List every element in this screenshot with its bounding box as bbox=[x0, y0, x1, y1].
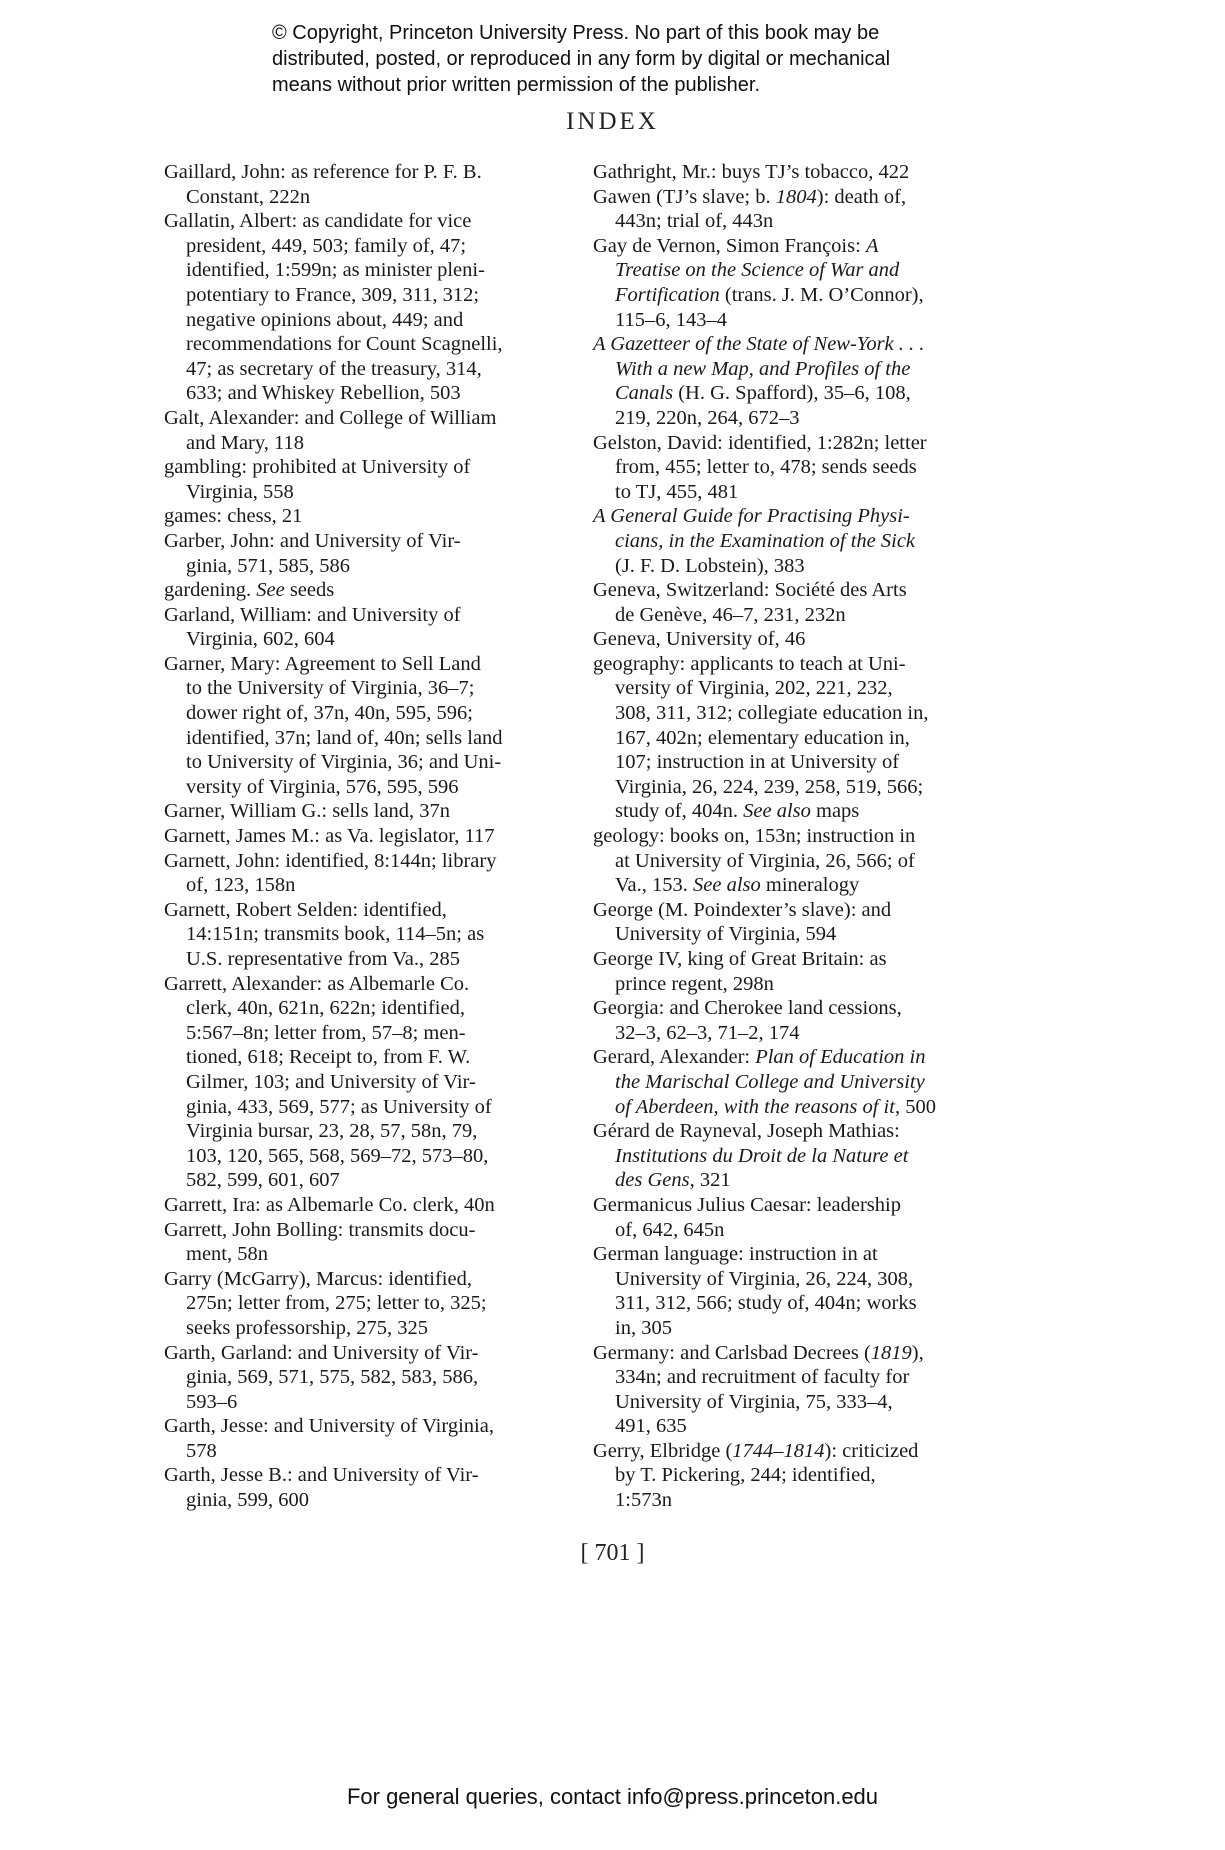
index-entry-line: With a new Map, and Profiles of the bbox=[615, 357, 911, 380]
index-entry-line: ginia, 433, 569, 577; as University of bbox=[186, 1095, 492, 1118]
index-entry bbox=[164, 603, 564, 652]
index-entry-line: 5:567–8n; letter from, 57–8; men- bbox=[186, 1021, 466, 1044]
index-entry bbox=[164, 504, 564, 529]
index-entry-line: ginia, 571, 585, 586 bbox=[186, 554, 350, 577]
index-entry-line: Virginia, 602, 604 bbox=[186, 628, 335, 651]
index-entry-line: de Genève, 46–7, 231, 232n bbox=[615, 603, 846, 626]
index-entry-line: A General Guide for Practising Physi- bbox=[593, 505, 910, 528]
index-entry-line: Germany: and Carlsbad Decrees (1819), bbox=[593, 1341, 924, 1364]
index-entry-line: to the University of Virginia, 36–7; bbox=[186, 677, 475, 700]
index-entry bbox=[593, 332, 1003, 430]
index-entry-line: University of Virginia, 26, 224, 308, bbox=[615, 1267, 914, 1290]
index-entry-line: 593–6 bbox=[186, 1390, 238, 1413]
index-entry bbox=[164, 406, 564, 455]
index-entry bbox=[164, 1218, 564, 1267]
copyright-line: means without prior written permission of the publisher. bbox=[272, 74, 761, 96]
index-entry-line: by T. Pickering, 244; identified, bbox=[615, 1464, 876, 1487]
index-entry-line: of Aberdeen, with the reasons of it, 500 bbox=[615, 1095, 936, 1118]
index-entry-line: Gathright, Mr.: buys TJ’s tobacco, 422 bbox=[593, 161, 910, 183]
index-entry bbox=[164, 455, 564, 504]
index-entry bbox=[164, 160, 564, 209]
index-entry-line: Geneva, University of, 46 bbox=[593, 628, 806, 651]
index-entry-line: cians, in the Examination of the Sick bbox=[615, 529, 916, 552]
index-entry-line: tioned, 618; Receipt to, from F. W. bbox=[186, 1046, 471, 1069]
index-entry bbox=[164, 209, 564, 406]
index-entry bbox=[164, 824, 564, 849]
index-entry-line: geography: applicants to teach at Uni- bbox=[593, 652, 906, 675]
footer-contact: For general queries, contact info@press.princeton.edu bbox=[346, 1784, 879, 1809]
index-entry bbox=[164, 1414, 564, 1463]
index-entry-line: and Mary, 118 bbox=[186, 431, 305, 454]
index-entry-line: U.S. representative from Va., 285 bbox=[186, 948, 461, 970]
index-entry-line: 491, 635 bbox=[615, 1415, 687, 1438]
index-entry-line: Garrett, Alexander: as Albemarle Co. bbox=[164, 972, 470, 995]
index-entry-line: 14:151n; transmits book, 114–5n; as bbox=[186, 923, 485, 946]
index-entry bbox=[593, 1439, 1003, 1513]
index-entry bbox=[164, 1463, 564, 1512]
index-entry-line: Garth, Jesse B.: and University of Vir- bbox=[164, 1464, 479, 1487]
index-entry-line: 334n; and recruitment of faculty for bbox=[615, 1366, 910, 1389]
index-entry-line: gardening. See seeds bbox=[164, 579, 335, 602]
index-entry-line: Gerard, Alexander: Plan of Education in bbox=[593, 1046, 926, 1069]
index-entry-line: Galt, Alexander: and College of William bbox=[164, 406, 497, 429]
index-entry bbox=[164, 1267, 564, 1341]
index-entry-line: potentiary to France, 309, 311, 312; bbox=[186, 283, 480, 306]
index-entry-line: Gérard de Rayneval, Joseph Mathias: bbox=[593, 1120, 900, 1143]
index-entry-line: recommendations for Count Scagnelli, bbox=[186, 333, 503, 356]
index-entry-line: Garth, Garland: and University of Vir- bbox=[164, 1341, 479, 1364]
index-entry bbox=[593, 160, 1003, 185]
index-entry bbox=[164, 578, 564, 603]
index-entry-line: German language: instruction in at bbox=[593, 1243, 878, 1266]
index-entry bbox=[593, 1242, 1003, 1340]
index-entry-line: versity of Virginia, 202, 221, 232, bbox=[615, 677, 893, 700]
index-entry-line: 107; instruction in at University of bbox=[615, 751, 900, 774]
index-column-left bbox=[164, 160, 564, 1513]
index-entry-line: 275n; letter from, 275; letter to, 325; bbox=[186, 1292, 487, 1315]
index-entry-line: Geneva, Switzerland: Société des Arts bbox=[593, 579, 907, 602]
index-entry-line: Gaillard, John: as reference for P. F. B. bbox=[164, 161, 482, 183]
index-entry bbox=[593, 824, 1003, 898]
index-entry-line: Fortification (trans. J. M. O’Connor), bbox=[615, 283, 924, 306]
index-entry bbox=[593, 898, 1003, 947]
index-entry-line: 115–6, 143–4 bbox=[615, 308, 727, 331]
index-entry-line: Garland, William: and University of bbox=[164, 603, 461, 626]
index-entry-line: games: chess, 21 bbox=[164, 505, 303, 528]
index-entry bbox=[593, 431, 1003, 505]
page-number: [ 701 ] bbox=[580, 1540, 645, 1566]
index-entry-line: George IV, king of Great Britain: as bbox=[593, 948, 887, 970]
index-entry-line: ment, 58n bbox=[186, 1243, 268, 1266]
index-entry-line: the Marischal College and University bbox=[615, 1070, 925, 1093]
copyright-line: © Copyright, Princeton University Press. No part of this book may be bbox=[272, 22, 880, 44]
index-entry-line: 47; as secretary of the treasury, 314, bbox=[186, 357, 482, 380]
index-entry-line: president, 449, 503; family of, 47; bbox=[186, 234, 467, 257]
index-entry bbox=[593, 996, 1003, 1045]
index-entry-line: Treatise on the Science of War and bbox=[615, 259, 900, 282]
index-entry-line: Garnett, James M.: as Va. legislator, 117 bbox=[164, 825, 495, 848]
index-entry bbox=[164, 799, 564, 824]
index-entry-line: from, 455; letter to, 478; sends seeds bbox=[615, 456, 917, 479]
index-entry-line: of, 123, 158n bbox=[186, 874, 296, 897]
index-entry-line: University of Virginia, 594 bbox=[615, 923, 837, 946]
index-entry-line: Garry (McGarry), Marcus: identified, bbox=[164, 1267, 472, 1290]
index-entry-line: clerk, 40n, 621n, 622n; identified, bbox=[186, 997, 465, 1020]
index-entry-line: Gelston, David: identified, 1:282n; letter bbox=[593, 431, 927, 454]
index-entry-line: Garnett, Robert Selden: identified, bbox=[164, 898, 447, 921]
index-entry-line: dower right of, 37n, 40n, 595, 596; bbox=[186, 702, 473, 725]
index-entry-line: Virginia, 558 bbox=[186, 480, 294, 503]
index-entry-line: George (M. Poindexter’s slave): and bbox=[593, 898, 892, 921]
index-entry-line: to TJ, 455, 481 bbox=[615, 480, 739, 503]
index-entry-line: Georgia: and Cherokee land cessions, bbox=[593, 997, 902, 1020]
index-entry bbox=[593, 234, 1003, 332]
page-title: INDEX bbox=[566, 108, 659, 135]
index-entry-line: (J. F. D. Lobstein), 383 bbox=[615, 554, 805, 577]
index-entry-line: prince regent, 298n bbox=[615, 972, 774, 995]
index-entry-line: 103, 120, 565, 568, 569–72, 573–80, bbox=[186, 1144, 489, 1167]
index-entry bbox=[164, 972, 564, 1193]
index-entry bbox=[593, 1045, 1003, 1119]
index-entry-line: geology: books on, 153n; instruction in bbox=[593, 825, 916, 848]
index-column-right bbox=[593, 160, 1003, 1513]
index-entry-line: Garner, William G.: sells land, 37n bbox=[164, 800, 451, 823]
index-entry-line: 443n; trial of, 443n bbox=[615, 210, 774, 233]
index-entry-line: 219, 220n, 264, 672–3 bbox=[615, 406, 800, 429]
index-entry-line: Gerry, Elbridge (1744–1814): criticized bbox=[593, 1439, 919, 1462]
index-entry bbox=[593, 1341, 1003, 1439]
index-entry-line: Virginia bursar, 23, 28, 57, 58n, 79, bbox=[186, 1120, 478, 1143]
index-entry bbox=[164, 652, 564, 800]
index-entry-line: ginia, 569, 571, 575, 582, 583, 586, bbox=[186, 1366, 479, 1389]
index-entry-line: Va., 153. See also mineralogy bbox=[615, 874, 860, 897]
index-entry-line: identified, 1:599n; as minister pleni- bbox=[186, 259, 485, 282]
index-entry-line: Garrett, John Bolling: transmits docu- bbox=[164, 1218, 476, 1241]
index-entry bbox=[593, 504, 1003, 578]
index-entry-line: to University of Virginia, 36; and Uni- bbox=[186, 751, 502, 774]
index-entry-line: Garrett, Ira: as Albemarle Co. clerk, 40n bbox=[164, 1193, 495, 1216]
index-entry-line: des Gens, 321 bbox=[615, 1169, 731, 1192]
index-entry bbox=[593, 1193, 1003, 1242]
index-entry-line: 32–3, 62–3, 71–2, 174 bbox=[615, 1021, 800, 1044]
index-entry-line: Gallatin, Albert: as candidate for vice bbox=[164, 210, 472, 233]
index-entry bbox=[593, 627, 1003, 652]
index-entry-line: 578 bbox=[186, 1439, 217, 1462]
index-entry-line: in, 305 bbox=[615, 1316, 672, 1339]
index-entry-line: 167, 402n; elementary education in, bbox=[615, 726, 910, 749]
index-entry-line: Constant, 222n bbox=[186, 185, 311, 208]
index-entry bbox=[593, 578, 1003, 627]
index-entry-line: 1:573n bbox=[615, 1489, 672, 1512]
index-entry bbox=[164, 529, 564, 578]
index-entry-line: versity of Virginia, 576, 595, 596 bbox=[186, 775, 459, 798]
index-entry bbox=[593, 185, 1003, 234]
index-entry bbox=[164, 1341, 564, 1415]
index-entry-line: Canals (H. G. Spafford), 35–6, 108, bbox=[615, 382, 911, 405]
index-entry-line: Garth, Jesse: and University of Virginia, bbox=[164, 1415, 494, 1438]
index-entry-line: 311, 312, 566; study of, 404n; works bbox=[615, 1292, 917, 1315]
index-entry-line: Garnett, John: identified, 8:144n; library bbox=[164, 849, 497, 872]
index-entry-line: University of Virginia, 75, 333–4, bbox=[615, 1390, 893, 1413]
index-entry-line: Virginia, 26, 224, 239, 258, 519, 566; bbox=[615, 775, 924, 798]
index-entry bbox=[164, 1193, 564, 1218]
index-entry-line: Garner, Mary: Agreement to Sell Land bbox=[164, 652, 481, 675]
index-entry-line: gambling: prohibited at University of bbox=[164, 456, 471, 479]
index-entry bbox=[593, 1119, 1003, 1193]
index-entry-line: study of, 404n. See also maps bbox=[615, 800, 860, 823]
index-entry bbox=[593, 947, 1003, 996]
index-entry bbox=[593, 652, 1003, 824]
index-entry-line: at University of Virginia, 26, 566; of bbox=[615, 849, 915, 872]
index-entry-line: Gawen (TJ’s slave; b. 1804): death of, bbox=[593, 185, 907, 208]
index-entry-line: Garber, John: and University of Vir- bbox=[164, 529, 461, 552]
index-entry-line: Gay de Vernon, Simon François: A bbox=[593, 234, 879, 257]
copyright-line: distributed, posted, or reproduced in any form by digital or mechanical bbox=[272, 48, 891, 70]
index-entry-line: Institutions du Droit de la Nature et bbox=[615, 1144, 909, 1167]
index-entry-line: A Gazetteer of the State of New-York . . . bbox=[593, 333, 925, 356]
index-entry bbox=[164, 898, 564, 972]
index-entry-line: 633; and Whiskey Rebellion, 503 bbox=[186, 382, 461, 405]
index-entry-line: identified, 37n; land of, 40n; sells land bbox=[186, 726, 503, 749]
index-entry-line: Germanicus Julius Caesar: leadership bbox=[593, 1193, 901, 1216]
index-entry-line: Gilmer, 103; and University of Vir- bbox=[186, 1070, 476, 1093]
index-entry-line: of, 642, 645n bbox=[615, 1218, 725, 1241]
index-entry-line: seeks professorship, 275, 325 bbox=[186, 1316, 428, 1339]
index-entry-line: 582, 599, 601, 607 bbox=[186, 1169, 340, 1192]
index-entry-line: ginia, 599, 600 bbox=[186, 1489, 309, 1512]
index-entry-line: negative opinions about, 449; and bbox=[186, 308, 464, 331]
copyright-notice bbox=[272, 20, 992, 98]
index-entry bbox=[164, 849, 564, 898]
index-entry-line: 308, 311, 312; collegiate education in, bbox=[615, 702, 929, 725]
